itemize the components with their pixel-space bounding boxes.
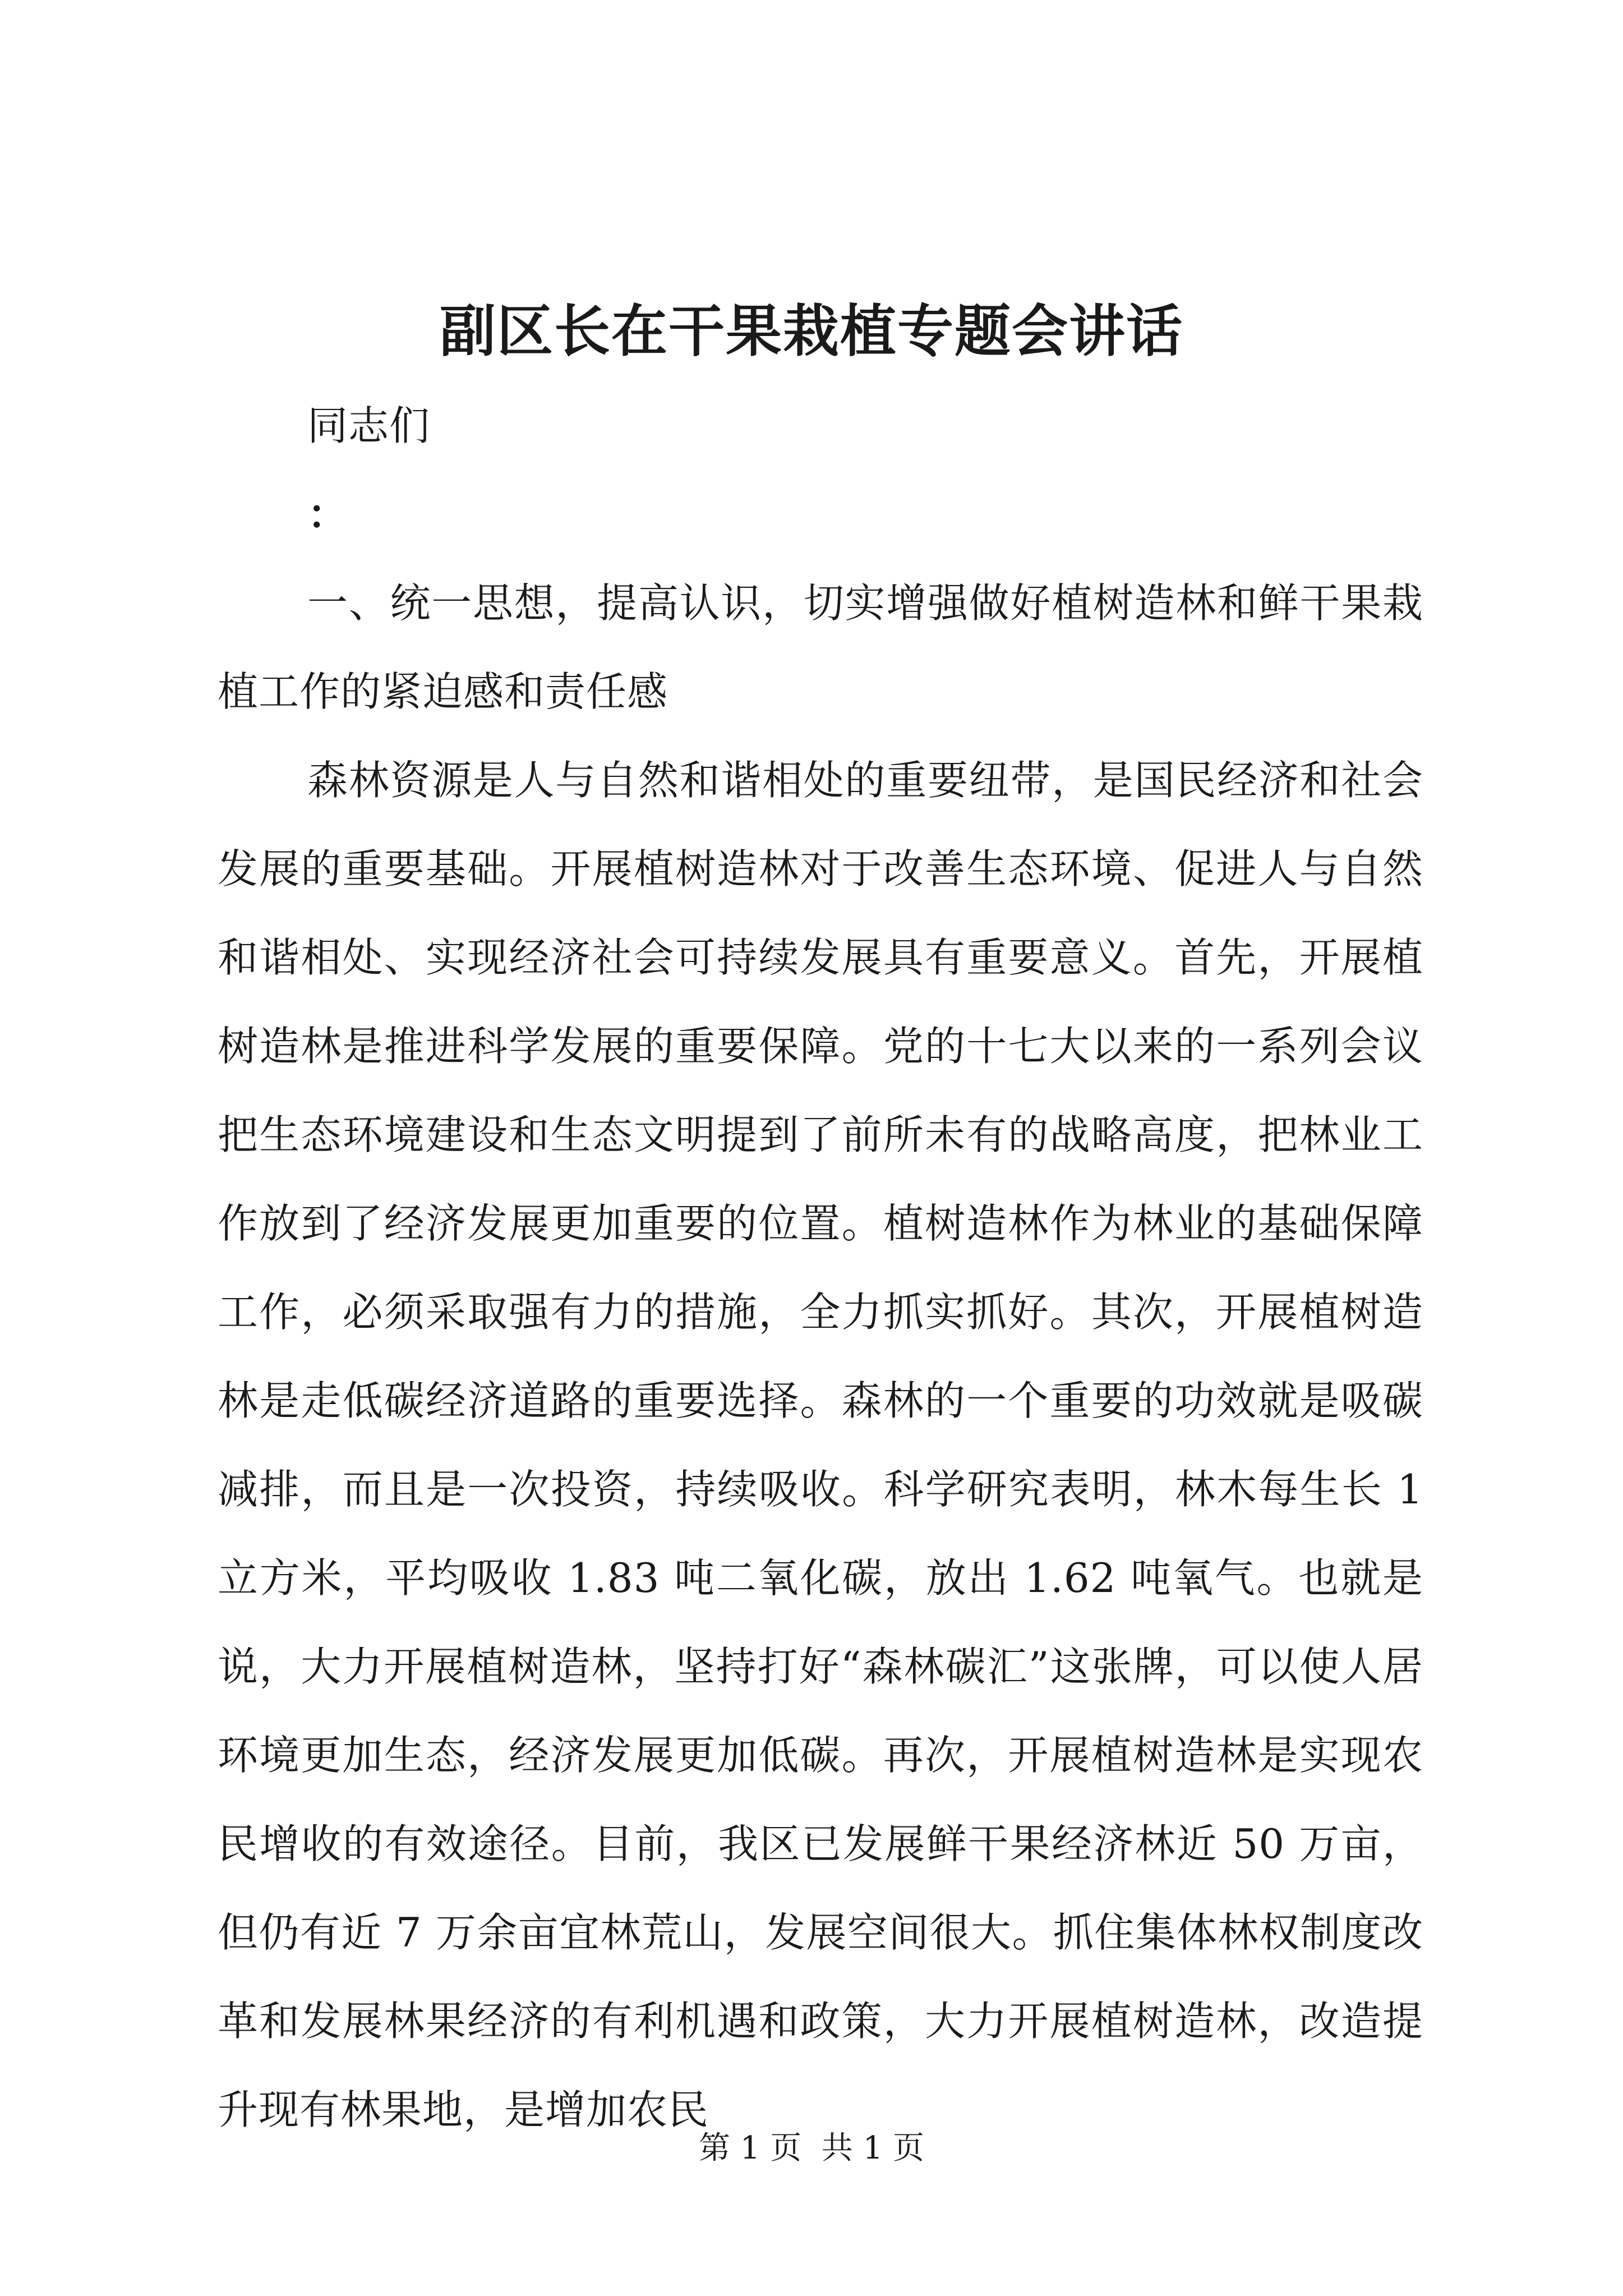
page-number-label: 第 1 页 共 1 页	[698, 2130, 925, 2166]
page-footer	[0, 2126, 1623, 2171]
document-title: 副区长在干果栽植专题会讲话	[440, 298, 1183, 364]
section-heading-1: 一、统一思想，提高认识，切实增强做好植树造林和鲜干果栽植工作的紧迫感和责任感	[218, 579, 1423, 715]
salutation: 同志们	[307, 402, 431, 449]
body-paragraph-1: 森林资源是人与自然和谐相处的重要纽带，是国民经济和社会发展的重要基础。开展植树造林对于改善生态环境、促进人与自然和谐相处、实现经济社会可持续发展具有重要意义。首先，开展植树造林是推进科学发展的重要保障。党的十七大以来的一系列会议把生态环境建设和生态文明提到了前所未有的战略高度，把林业工作放到了经济发展更加重要的位置。植树造林作为林业的基础保障工作，必须采取强有力的措施，全力抓实抓好。其次，开展植树造林是走低碳经济道路的重要选择。森林的一个重要的功效就是吸碳减排，而且是一次投资，持续吸收。科学研究表明，林木每生长 1 立方米，平均吸收 1.83 吨二氧化碳，放出 1.62 吨氧气。也就是说，大力开展植树造林，坚持打好“森林碳汇”这张牌，可以使人居环境更加生态，经济发展更加低碳。再次，开展植树造林是实现农民增收的有效途径。目前，我区已发展鲜干果经济林近 50 万亩，但仍有近 7 万余亩宜林荒山，发展空间很大。抓住集体林权制度改革和发展林果经济的有利机遇和政策，大力开展植树造林，改造提升现有林果地，是增加农民	[218, 757, 1423, 2133]
salutation-colon: ：	[307, 490, 349, 538]
